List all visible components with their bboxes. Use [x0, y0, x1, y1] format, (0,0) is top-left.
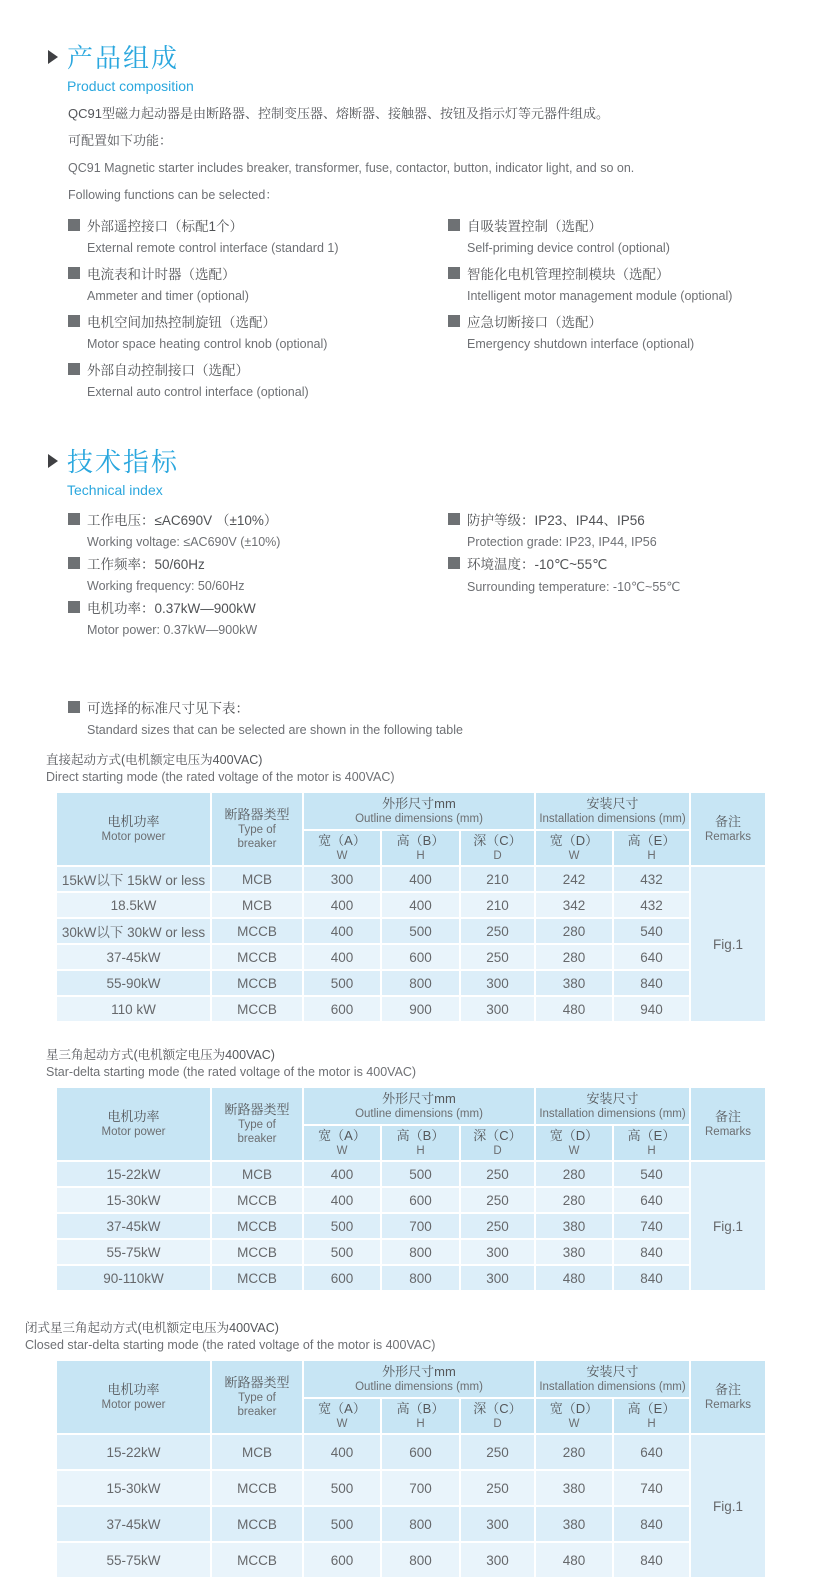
remarks-cell: Fig.1 [690, 1161, 766, 1291]
feature-en: Intelligent motor management module (optional) [467, 289, 733, 303]
header-motor-power: 电机功率 Motor power [56, 792, 211, 866]
height-b-cell: 400 [381, 892, 460, 918]
direct-starting-table [55, 791, 767, 1023]
height-b-cell: 600 [381, 1434, 460, 1470]
bullet-square-icon [448, 315, 460, 327]
header-outline-dimensions: 外形尺寸mm Outline dimensions (mm) [303, 792, 535, 830]
table-row [56, 944, 766, 970]
height-e-cell: 840 [613, 970, 690, 996]
feature-en: Emergency shutdown interface (optional) [467, 337, 695, 351]
motor-power-cell: 37-45kW [56, 1213, 211, 1239]
depth-c-cell: 250 [460, 944, 535, 970]
breaker-type-cell: MCCB [211, 996, 303, 1022]
spec-item [68, 598, 448, 638]
header-width-d: 宽（D） W [535, 830, 613, 866]
depth-c-cell: 250 [460, 1470, 535, 1506]
breaker-type-cell: MCB [211, 1434, 303, 1470]
spec-en: Surrounding temperature: -10℃~55℃ [467, 580, 681, 594]
breaker-type-cell: MCCB [211, 918, 303, 944]
height-b-cell: 800 [381, 1239, 460, 1265]
width-d-cell: 280 [535, 944, 613, 970]
header-height-b: 高（B） H [381, 1398, 460, 1434]
bullet-square-icon [68, 363, 80, 375]
width-a-cell: 300 [303, 866, 381, 892]
bullet-square-icon [68, 513, 80, 525]
header-height-e: 高（E） H [613, 830, 690, 866]
header-depth-c: 深（C） D [460, 1125, 535, 1161]
height-e-cell: 840 [613, 1542, 690, 1578]
height-b-cell: 700 [381, 1213, 460, 1239]
width-d-cell: 480 [535, 1542, 613, 1578]
breaker-type-cell: MCCB [211, 1239, 303, 1265]
height-e-cell: 840 [613, 1239, 690, 1265]
spec-item [68, 510, 448, 550]
spec-en: Protection grade: IP23, IP44, IP56 [467, 535, 657, 549]
height-e-cell: 540 [613, 918, 690, 944]
section-technical-index-header [48, 442, 830, 498]
width-d-cell: 280 [535, 1161, 613, 1187]
section-arrow-icon [48, 454, 58, 468]
table-caption-en: Closed star-delta starting mode (the rated voltage of the motor is 400VAC) [25, 1338, 436, 1352]
bullet-square-icon [68, 219, 80, 231]
table-row [56, 1265, 766, 1291]
width-d-cell: 280 [535, 1187, 613, 1213]
table-row [56, 1434, 766, 1470]
spec-cn: 工作电压：≤AC690V （±10%） [87, 513, 278, 528]
breaker-type-cell: MCCB [211, 1470, 303, 1506]
height-b-cell: 800 [381, 1265, 460, 1291]
motor-power-cell: 90-110kW [56, 1265, 211, 1291]
bullet-square-icon [68, 601, 80, 613]
spec-en: Working frequency: 50/60Hz [87, 579, 245, 593]
feature-cn: 应急切断接口（选配） [467, 315, 602, 330]
depth-c-cell: 250 [460, 1187, 535, 1213]
table-caption-cn: 直接起动方式(电机额定电压为400VAC) [46, 753, 263, 767]
width-a-cell: 500 [303, 1470, 381, 1506]
table-row [56, 918, 766, 944]
table-caption [46, 1047, 830, 1081]
header-width-d: 宽（D） W [535, 1125, 613, 1161]
breaker-type-cell: MCCB [211, 1213, 303, 1239]
feature-item [448, 216, 830, 256]
depth-c-cell: 250 [460, 918, 535, 944]
spec-list [0, 510, 830, 642]
spec-item [68, 554, 448, 594]
breaker-type-cell: MCCB [211, 970, 303, 996]
height-b-cell: 700 [381, 1470, 460, 1506]
spec-cn: 电机功率：0.37kW—900kW [87, 601, 256, 616]
width-a-cell: 600 [303, 1542, 381, 1578]
header-outline-dimensions: 外形尺寸mm Outline dimensions (mm) [303, 1360, 535, 1398]
table-row [56, 970, 766, 996]
header-height-b: 高（B） H [381, 1125, 460, 1161]
width-a-cell: 500 [303, 1506, 381, 1542]
section-arrow-icon [48, 50, 58, 64]
header-breaker-type: 断路器类型 Type of breaker [211, 1087, 303, 1161]
product-intro [0, 107, 830, 202]
header-depth-c: 深（C） D [460, 830, 535, 866]
height-b-cell: 800 [381, 970, 460, 996]
feature-item [68, 216, 448, 256]
table-caption-cn: 星三角起动方式(电机额定电压为400VAC) [46, 1048, 275, 1062]
height-e-cell: 640 [613, 944, 690, 970]
width-a-cell: 400 [303, 1187, 381, 1213]
depth-c-cell: 300 [460, 1506, 535, 1542]
table-row [56, 1213, 766, 1239]
width-d-cell: 342 [535, 892, 613, 918]
intro-paragraph-cn: 可配置如下功能： [68, 133, 173, 148]
bullet-square-icon [68, 315, 80, 327]
height-b-cell: 500 [381, 918, 460, 944]
spec-cn: 环境温度：-10℃~55℃ [467, 557, 608, 572]
width-a-cell: 600 [303, 1265, 381, 1291]
header-remarks: 备注 Remarks [690, 1087, 766, 1161]
width-d-cell: 280 [535, 918, 613, 944]
section-product-composition-header [48, 38, 830, 94]
bullet-square-icon [448, 557, 460, 569]
breaker-type-cell: MCB [211, 892, 303, 918]
depth-c-cell: 210 [460, 866, 535, 892]
closed-star-delta-starting-table [55, 1359, 767, 1579]
motor-power-cell: 15-22kW [56, 1161, 211, 1187]
breaker-type-cell: MCB [211, 1161, 303, 1187]
feature-cn: 自吸装置控制（选配） [467, 219, 602, 234]
table-row [56, 866, 766, 892]
table-caption-cn: 闭式星三角起动方式(电机额定电压为400VAC) [25, 1321, 279, 1335]
width-a-cell: 600 [303, 996, 381, 1022]
motor-power-cell: 18.5kW [56, 892, 211, 918]
height-e-cell: 640 [613, 1187, 690, 1213]
intro-paragraph-en: Following functions can be selected： [68, 188, 278, 202]
motor-power-cell: 15-22kW [56, 1434, 211, 1470]
header-height-e: 高（E） H [613, 1398, 690, 1434]
bullet-square-icon [68, 557, 80, 569]
header-width-a: 宽（A） W [303, 1398, 381, 1434]
feature-en: External remote control interface (standard 1) [87, 241, 339, 255]
width-a-cell: 500 [303, 1213, 381, 1239]
sizes-note-en: Standard sizes that can be selected are shown in the following table [87, 723, 463, 737]
section-title-cn: 产品组成 [67, 43, 180, 73]
intro-paragraph-en: QC91 Magnetic starter includes breaker, transformer, fuse, contactor, button, indicator light, and so on. [68, 161, 635, 175]
width-d-cell: 380 [535, 1213, 613, 1239]
height-e-cell: 432 [613, 866, 690, 892]
feature-cn: 外部遥控接口（标配1个） [87, 219, 244, 234]
header-breaker-type: 断路器类型 Type of breaker [211, 792, 303, 866]
bullet-square-icon [68, 701, 80, 713]
feature-en: External auto control interface (optional) [87, 385, 309, 399]
feature-cn: 智能化电机管理控制模块（选配） [467, 267, 670, 282]
header-motor-power: 电机功率 Motor power [56, 1360, 211, 1434]
feature-item [448, 264, 830, 304]
motor-power-cell: 15-30kW [56, 1470, 211, 1506]
spec-cn: 工作频率：50/60Hz [87, 557, 205, 572]
feature-en: Self-priming device control (optional) [467, 241, 670, 255]
header-breaker-type: 断路器类型 Type of breaker [211, 1360, 303, 1434]
feature-list [0, 216, 830, 408]
table-row [56, 1161, 766, 1187]
depth-c-cell: 250 [460, 1161, 535, 1187]
height-e-cell: 432 [613, 892, 690, 918]
feature-cn: 外部自动控制接口（选配） [87, 363, 249, 378]
width-a-cell: 400 [303, 892, 381, 918]
header-motor-power: 电机功率 Motor power [56, 1087, 211, 1161]
height-e-cell: 740 [613, 1213, 690, 1239]
remarks-cell: Fig.1 [690, 1434, 766, 1578]
table-row [56, 996, 766, 1022]
width-d-cell: 480 [535, 996, 613, 1022]
header-outline-dimensions: 外形尺寸mm Outline dimensions (mm) [303, 1087, 535, 1125]
table-caption [46, 752, 830, 786]
header-installation-dimensions: 安装尺寸 Installation dimensions (mm) [535, 1087, 690, 1125]
table-row [56, 1506, 766, 1542]
table-caption-en: Direct starting mode (the rated voltage of the motor is 400VAC) [46, 770, 395, 784]
motor-power-cell: 37-45kW [56, 1506, 211, 1542]
height-b-cell: 600 [381, 1187, 460, 1213]
height-e-cell: 640 [613, 1434, 690, 1470]
breaker-type-cell: MCCB [211, 1506, 303, 1542]
depth-c-cell: 300 [460, 996, 535, 1022]
height-b-cell: 500 [381, 1161, 460, 1187]
table-caption-en: Star-delta starting mode (the rated voltage of the motor is 400VAC) [46, 1065, 417, 1079]
motor-power-cell: 15kW以下 15kW or less [56, 866, 211, 892]
width-d-cell: 380 [535, 1470, 613, 1506]
table-row [56, 1187, 766, 1213]
spec-en: Motor power: 0.37kW—900kW [87, 623, 258, 637]
table-caption [25, 1320, 830, 1354]
motor-power-cell: 55-90kW [56, 970, 211, 996]
breaker-type-cell: MCCB [211, 1187, 303, 1213]
width-d-cell: 380 [535, 1506, 613, 1542]
feature-item [68, 312, 448, 352]
feature-en: Ammeter and timer (optional) [87, 289, 249, 303]
breaker-type-cell: MCCB [211, 1542, 303, 1578]
feature-item [448, 312, 830, 352]
height-b-cell: 900 [381, 996, 460, 1022]
depth-c-cell: 210 [460, 892, 535, 918]
bullet-square-icon [448, 513, 460, 525]
feature-cn: 电流表和计时器（选配） [87, 267, 236, 282]
motor-power-cell: 110 kW [56, 996, 211, 1022]
intro-paragraph-cn: QC91型磁力起动器是由断路器、控制变压器、熔断器、接触器、按钮及指示灯等元器件组成。 [68, 106, 609, 121]
depth-c-cell: 300 [460, 970, 535, 996]
bullet-square-icon [448, 267, 460, 279]
depth-c-cell: 300 [460, 1239, 535, 1265]
width-a-cell: 400 [303, 1161, 381, 1187]
feature-en: Motor space heating control knob (optional) [87, 337, 328, 351]
width-d-cell: 380 [535, 970, 613, 996]
width-d-cell: 380 [535, 1239, 613, 1265]
motor-power-cell: 37-45kW [56, 944, 211, 970]
feature-item [68, 264, 448, 304]
width-a-cell: 400 [303, 944, 381, 970]
width-a-cell: 500 [303, 1239, 381, 1265]
table-row [56, 892, 766, 918]
depth-c-cell: 300 [460, 1542, 535, 1578]
height-e-cell: 540 [613, 1161, 690, 1187]
section-title-en: Product composition [67, 78, 194, 94]
table-row [56, 1239, 766, 1265]
motor-power-cell: 55-75kW [56, 1542, 211, 1578]
header-remarks: 备注 Remarks [690, 792, 766, 866]
feature-cn: 电机空间加热控制旋钮（选配） [87, 315, 276, 330]
header-width-a: 宽（A） W [303, 830, 381, 866]
header-width-a: 宽（A） W [303, 1125, 381, 1161]
depth-c-cell: 250 [460, 1434, 535, 1470]
feature-item [68, 360, 448, 400]
table-row [56, 1542, 766, 1578]
star-delta-starting-table [55, 1086, 767, 1292]
header-width-d: 宽（D） W [535, 1398, 613, 1434]
height-b-cell: 800 [381, 1506, 460, 1542]
motor-power-cell: 30kW以下 30kW or less [56, 918, 211, 944]
width-a-cell: 500 [303, 970, 381, 996]
spec-en: Working voltage: ≤AC690V (±10%) [87, 535, 281, 549]
header-depth-c: 深（C） D [460, 1398, 535, 1434]
depth-c-cell: 300 [460, 1265, 535, 1291]
breaker-type-cell: MCCB [211, 1265, 303, 1291]
height-e-cell: 940 [613, 996, 690, 1022]
header-height-b: 高（B） H [381, 830, 460, 866]
header-remarks: 备注 Remarks [690, 1360, 766, 1434]
breaker-type-cell: MCB [211, 866, 303, 892]
width-a-cell: 400 [303, 918, 381, 944]
spec-item [448, 554, 830, 594]
spec-item [448, 510, 830, 550]
width-d-cell: 280 [535, 1434, 613, 1470]
depth-c-cell: 250 [460, 1213, 535, 1239]
breaker-type-cell: MCCB [211, 944, 303, 970]
table-row [56, 1470, 766, 1506]
sizes-note-cn: 可选择的标准尺寸见下表： [87, 701, 249, 716]
section-title-en: Technical index [67, 482, 163, 498]
height-b-cell: 800 [381, 1542, 460, 1578]
width-a-cell: 400 [303, 1434, 381, 1470]
height-b-cell: 400 [381, 866, 460, 892]
height-e-cell: 840 [613, 1265, 690, 1291]
motor-power-cell: 55-75kW [56, 1239, 211, 1265]
width-d-cell: 242 [535, 866, 613, 892]
header-height-e: 高（E） H [613, 1125, 690, 1161]
section-title-cn: 技术指标 [67, 447, 180, 477]
height-e-cell: 740 [613, 1470, 690, 1506]
header-installation-dimensions: 安装尺寸 Installation dimensions (mm) [535, 792, 690, 830]
motor-power-cell: 15-30kW [56, 1187, 211, 1213]
remarks-cell: Fig.1 [690, 866, 766, 1022]
header-installation-dimensions: 安装尺寸 Installation dimensions (mm) [535, 1360, 690, 1398]
standard-sizes-note [0, 698, 830, 738]
bullet-square-icon [68, 267, 80, 279]
bullet-square-icon [448, 219, 460, 231]
height-e-cell: 840 [613, 1506, 690, 1542]
height-b-cell: 600 [381, 944, 460, 970]
spec-cn: 防护等级：IP23、IP44、IP56 [467, 513, 645, 528]
width-d-cell: 480 [535, 1265, 613, 1291]
